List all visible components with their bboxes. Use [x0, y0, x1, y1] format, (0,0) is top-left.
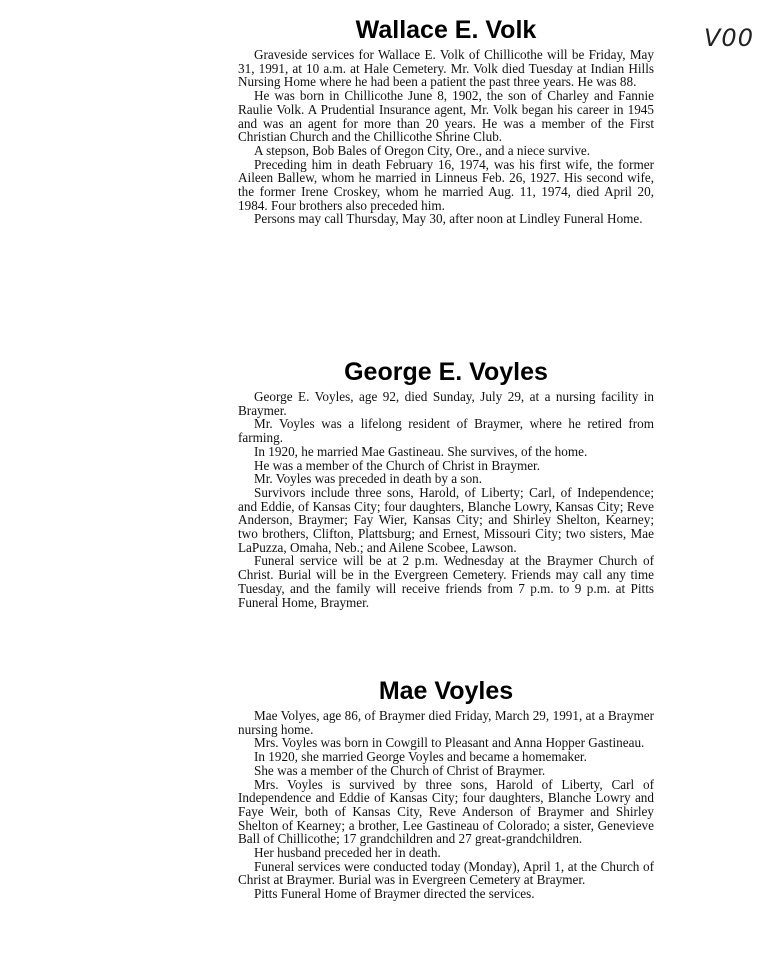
paragraph: A stepson, Bob Bales of Oregon City, Ore., and a niece survive. — [254, 142, 591, 158]
paragraph: Mrs. Voyles is survived by three sons, Harold of Liberty, Carl of Independence and Eddie of Kansas City; four daughters, Blanche Lowry and Faye Weir, both of Kansas City, Reve Anderson of Braymer and Shirley Shelton of Kearney; a brother, Lee Gastineau of Colorado; a sister, Genevieve Ball of Chillicothe; 17 grandchildren and 27 great-grandchildren. — [238, 776, 654, 847]
obituary-title: George E. Voyles — [344, 358, 548, 386]
paragraph: Mae Volyes, age 86, of Braymer died Friday, March 29, 1991, at a Braymer nursing home. — [238, 708, 654, 737]
obituary-george-voyles — [238, 358, 654, 609]
paragraph: She was a member of the Church of Christ of Braymer. — [254, 762, 546, 778]
paragraph: Preceding him in death February 16, 1974, was his first wife, the former Aileen Ballew, whom he married in Linneus Feb. 26, 1927. His second wife, the former Irene Croskey, whom he married Aug. 11, 1974, died April 20, 1984. Four brothers also preceded him. — [238, 156, 654, 213]
paragraph: Mr. Voyles was a lifelong resident of Braymer, where he retired from farming. — [238, 416, 654, 446]
paragraph: Her husband preceded her in death. — [254, 845, 441, 861]
paragraph: Persons may call Thursday, May 30, after noon at Lindley Funeral Home. — [254, 211, 643, 227]
paragraph: Mr. Voyles was preceded in death by a son. — [254, 471, 483, 487]
paragraph: He was born in Chillicothe June 8, 1902, the son of Charley and Fannie Raulie Volk. A Prudential Insurance agent, Mr. Volk began his career in 1945 and was an agent for more than 20 years. He was a member of the First Christian Church and the Chillicothe Shrine Club. — [238, 88, 654, 145]
obituary-wallace-volk — [238, 16, 654, 226]
paragraph: Funeral services were conducted today (Monday), April 1, at the Church of Christ at Braymer. Burial was in Evergreen Cemetery at Braymer. — [238, 858, 654, 888]
paragraph: In 1920, she married George Voyles and became a homemaker. — [254, 749, 587, 765]
paragraph: He was a member of the Church of Christ in Braymer. — [254, 457, 541, 473]
obituary-title: Mae Voyles — [378, 677, 514, 705]
paragraph: Funeral service will be at 2 p.m. Wednesday at the Braymer Church of Christ. Burial will be in the Evergreen Cemetery. Friends may call any time Tuesday, and the family will receive friends from 7 p.m. to 9 p.m. at Pitts Funeral Home, Braymer. — [238, 553, 654, 610]
paragraph: Pitts Funeral Home of Braymer directed the services. — [254, 886, 535, 902]
paragraph: In 1920, he married Mae Gastineau. She survives, of the home. — [254, 443, 588, 459]
handwritten-margin-note: V00 — [704, 24, 754, 52]
paragraph: Graveside services for Wallace E. Volk of Chillicothe will be Friday, May 31, 1991, at 10 a.m. at Hale Cemetery. Mr. Volk died Tuesday at Indian Hills Nursing Home where he had been a patient the past three years. He was 88. — [238, 47, 654, 90]
obituary-title: Wallace E. Volk — [355, 16, 537, 44]
paragraph: George E. Voyles, age 92, died Sunday, July 29, at a nursing facility in Braymer. — [238, 389, 654, 418]
paragraph: Mrs. Voyles was born in Cowgill to Pleasant and Anna Hopper Gastineau. — [254, 735, 645, 751]
obituary-mae-voyles — [238, 677, 654, 901]
paragraph: Survivors include three sons, Harold, of Liberty; Carl, of Independence; and Eddie, of Kansas City; four daughters, Blanche Lowry, Kansas City; Reve Anderson, Braymer; Fay Wier, Kansas City; and Shirley Shelton, Kearney; two brothers, Clifton, Plattsburg; and Ernest, Missouri City; two sisters, Mae LaPuzza, Omaha, Neb.; and Ailene Scobee, Lawson. — [238, 484, 654, 555]
